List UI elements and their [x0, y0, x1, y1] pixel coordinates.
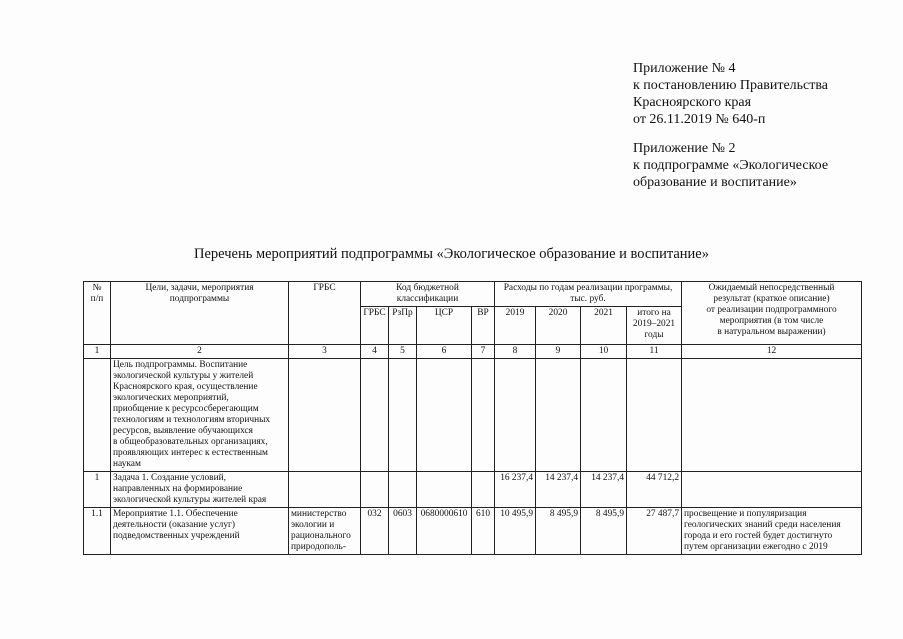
appendix-line: к подпрограмме «Экологическое	[633, 158, 829, 173]
measure-2021-value: 8 495,9	[581, 508, 627, 555]
task-empty-cell	[417, 472, 472, 508]
goal-empty-cell	[361, 359, 389, 472]
column-number-row	[84, 345, 862, 359]
measure-rzpr-code: 0603	[389, 508, 417, 555]
table-header-row	[84, 282, 862, 307]
goal-empty-cell	[682, 359, 862, 472]
goal-row	[84, 359, 862, 472]
goal-empty-cell	[627, 359, 682, 472]
goal-empty-cell	[581, 359, 627, 472]
task-empty-cell	[289, 472, 361, 508]
column-number: 8	[495, 345, 536, 359]
goal-empty-cell	[472, 359, 495, 472]
subheader-vr: ВР	[472, 307, 495, 345]
goal-empty-cell	[536, 359, 581, 472]
task-number: 1	[84, 472, 111, 508]
subheader-2020: 2020	[536, 307, 581, 345]
task-2021-value: 14 237,4	[581, 472, 627, 508]
goal-text: Цель подпрограммы. Воспитание экологической культуры у жителей Красноярского края, осуществление экологических мероприятий, приобщение к ресурсосберегающим технологиям и технологиям вторичных ресурсов, выявление обучающихся в общеобразовательных организациях, проявляющих интерес к естественным наукам	[111, 359, 289, 472]
measures-table	[83, 281, 862, 555]
header-cell-grbs: ГРБС	[289, 282, 361, 345]
header-cell-result: Ожидаемый непосредственный результат (краткое описание) от реализации подпрограммного мероприятия (в том числе в натуральном выражении)	[682, 282, 862, 345]
column-number: 7	[472, 345, 495, 359]
measure-row	[84, 508, 862, 555]
appendix-line: от 26.11.2019 № 640-п	[633, 112, 766, 127]
appendix-line: к постановлению Правительства	[633, 78, 829, 93]
task-total-value: 44 712,2	[627, 472, 682, 508]
goal-number-cell	[84, 359, 111, 472]
measure-2019-value: 10 495,9	[495, 508, 536, 555]
column-number: 10	[581, 345, 627, 359]
header-cell-number: № п/п	[84, 282, 111, 345]
subheader-grbs: ГРБС	[361, 307, 389, 345]
column-number: 2	[111, 345, 289, 359]
column-number: 5	[389, 345, 417, 359]
subheader-2021: 2021	[581, 307, 627, 345]
goal-empty-cell	[289, 359, 361, 472]
column-number: 6	[417, 345, 472, 359]
column-number: 9	[536, 345, 581, 359]
measure-csr-code: 0680000610	[417, 508, 472, 555]
column-number: 12	[682, 345, 862, 359]
measure-grbs-name: министерство экологии и рационального природополь-	[289, 508, 361, 555]
appendix-line: образование и воспитание»	[633, 175, 797, 190]
header-cell-budget-code: Код бюджетной классификации	[361, 282, 495, 307]
subheader-rzpr: РзПр	[389, 307, 417, 345]
appendix-block-1	[633, 60, 828, 128]
document-header	[633, 60, 828, 203]
task-empty-cell	[682, 472, 862, 508]
measure-number: 1.1	[84, 508, 111, 555]
header-cell-expenses: Расходы по годам реализации программы, тыс. руб.	[495, 282, 682, 307]
goal-empty-cell	[417, 359, 472, 472]
subheader-csr: ЦСР	[417, 307, 472, 345]
document-title: Перечень мероприятий подпрограммы «Экологическое образование и воспитание»	[193, 246, 709, 262]
task-2019-value: 16 237,4	[495, 472, 536, 508]
subheader-2019: 2019	[495, 307, 536, 345]
task-2020-value: 14 237,4	[536, 472, 581, 508]
measure-total-value: 27 487,7	[627, 508, 682, 555]
measure-vr-code: 610	[472, 508, 495, 555]
appendix-line: Красноярского края	[633, 95, 752, 110]
column-number: 11	[627, 345, 682, 359]
task-empty-cell	[361, 472, 389, 508]
measure-result: просвещение и популяризация геологических знаний среди населения города и его гостей будет достигнуто путем организации ежегодно с 2019	[682, 508, 862, 555]
header-cell-goals: Цели, задачи, мероприятия подпрограммы	[111, 282, 289, 345]
appendix-line: Приложение № 4	[633, 61, 736, 76]
measure-2020-value: 8 495,9	[536, 508, 581, 555]
measure-text: Мероприятие 1.1. Обеспечение деятельности (оказание услуг) подведомственных учреждений	[111, 508, 289, 555]
task-row	[84, 472, 862, 508]
task-text: Задача 1. Создание условий, направленных на формирование экологической культуры жителей края	[111, 472, 289, 508]
subheader-total: итого на 2019–2021 годы	[627, 307, 682, 345]
goal-empty-cell	[495, 359, 536, 472]
appendix-block-2	[633, 140, 828, 191]
column-number: 1	[84, 345, 111, 359]
appendix-line: Приложение № 2	[633, 141, 736, 156]
measure-grbs-code: 032	[361, 508, 389, 555]
task-empty-cell	[472, 472, 495, 508]
task-empty-cell	[389, 472, 417, 508]
goal-empty-cell	[389, 359, 417, 472]
column-number: 3	[289, 345, 361, 359]
column-number: 4	[361, 345, 389, 359]
